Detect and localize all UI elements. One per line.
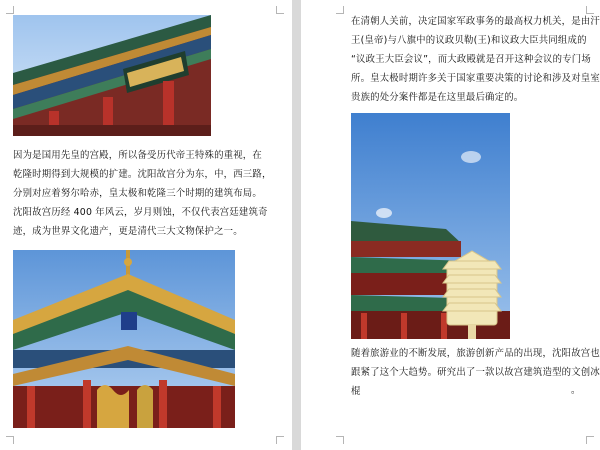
- body-paragraph: [13, 146, 283, 241]
- text-line: 沈阳故宫历经 400 年风云，岁月则蚀，不仅代表宫廷建筑奇: [13, 207, 268, 218]
- text-line: 跟紧了这个大趋势。研究出了一款以故宫建筑造型的文创冰: [351, 367, 600, 378]
- crop-mark: [276, 6, 284, 14]
- text-line: “议政王大臣会议”，而大政殿就是召开这种会议的专门场: [351, 54, 591, 65]
- text-line: 王(皇帝)与八旗中的议政贝勒(王)和议政大臣共同组成的: [351, 35, 587, 46]
- crop-mark: [6, 6, 14, 14]
- body-paragraph: [351, 344, 600, 401]
- text-line: 棍: [351, 386, 361, 397]
- crop-mark: [6, 436, 14, 444]
- text-line: 分别对应着努尔哈赤，皇太极和乾隆三个时期的建筑布局。: [13, 188, 262, 199]
- text-line: 所。皇太极时期许多关于国家重要决策的讨论和涉及对皇室: [351, 73, 600, 84]
- body-paragraph: [351, 12, 600, 107]
- text-line: 迹，成为世界文化遗产，更是清代三大文物保护之一。: [13, 226, 243, 237]
- document-page-right: [301, 0, 600, 450]
- crop-mark: [586, 436, 594, 444]
- text-line: 贵族的处分案件都是在这里最后确定的。: [351, 92, 524, 103]
- crop-mark: [336, 436, 344, 444]
- text-line: 因为是国用先皇的宫殿，所以备受历代帝王特殊的重视，在: [13, 150, 262, 161]
- text-line: 乾隆时期得到大规模的扩建。沈阳故宫分为东，中，西三路，: [13, 169, 272, 180]
- page-gutter: [292, 0, 301, 450]
- crop-mark: [276, 436, 284, 444]
- text-line: 在清朝人关前，决定国家军政事务的最高权力机关，是由汗: [351, 16, 600, 27]
- palace-eaves-plaque-photo: [13, 15, 211, 136]
- crop-mark: [336, 6, 344, 14]
- document-page-left: [0, 0, 292, 450]
- trailing-punctuation: 。: [571, 385, 581, 396]
- text-line: 随着旅游业的不断发展，旅游创新产品的出现，沈阳故宫也: [351, 348, 600, 359]
- tower-with-ice-cream-photo: [351, 113, 510, 339]
- octagonal-pavilion-photo: [13, 250, 235, 428]
